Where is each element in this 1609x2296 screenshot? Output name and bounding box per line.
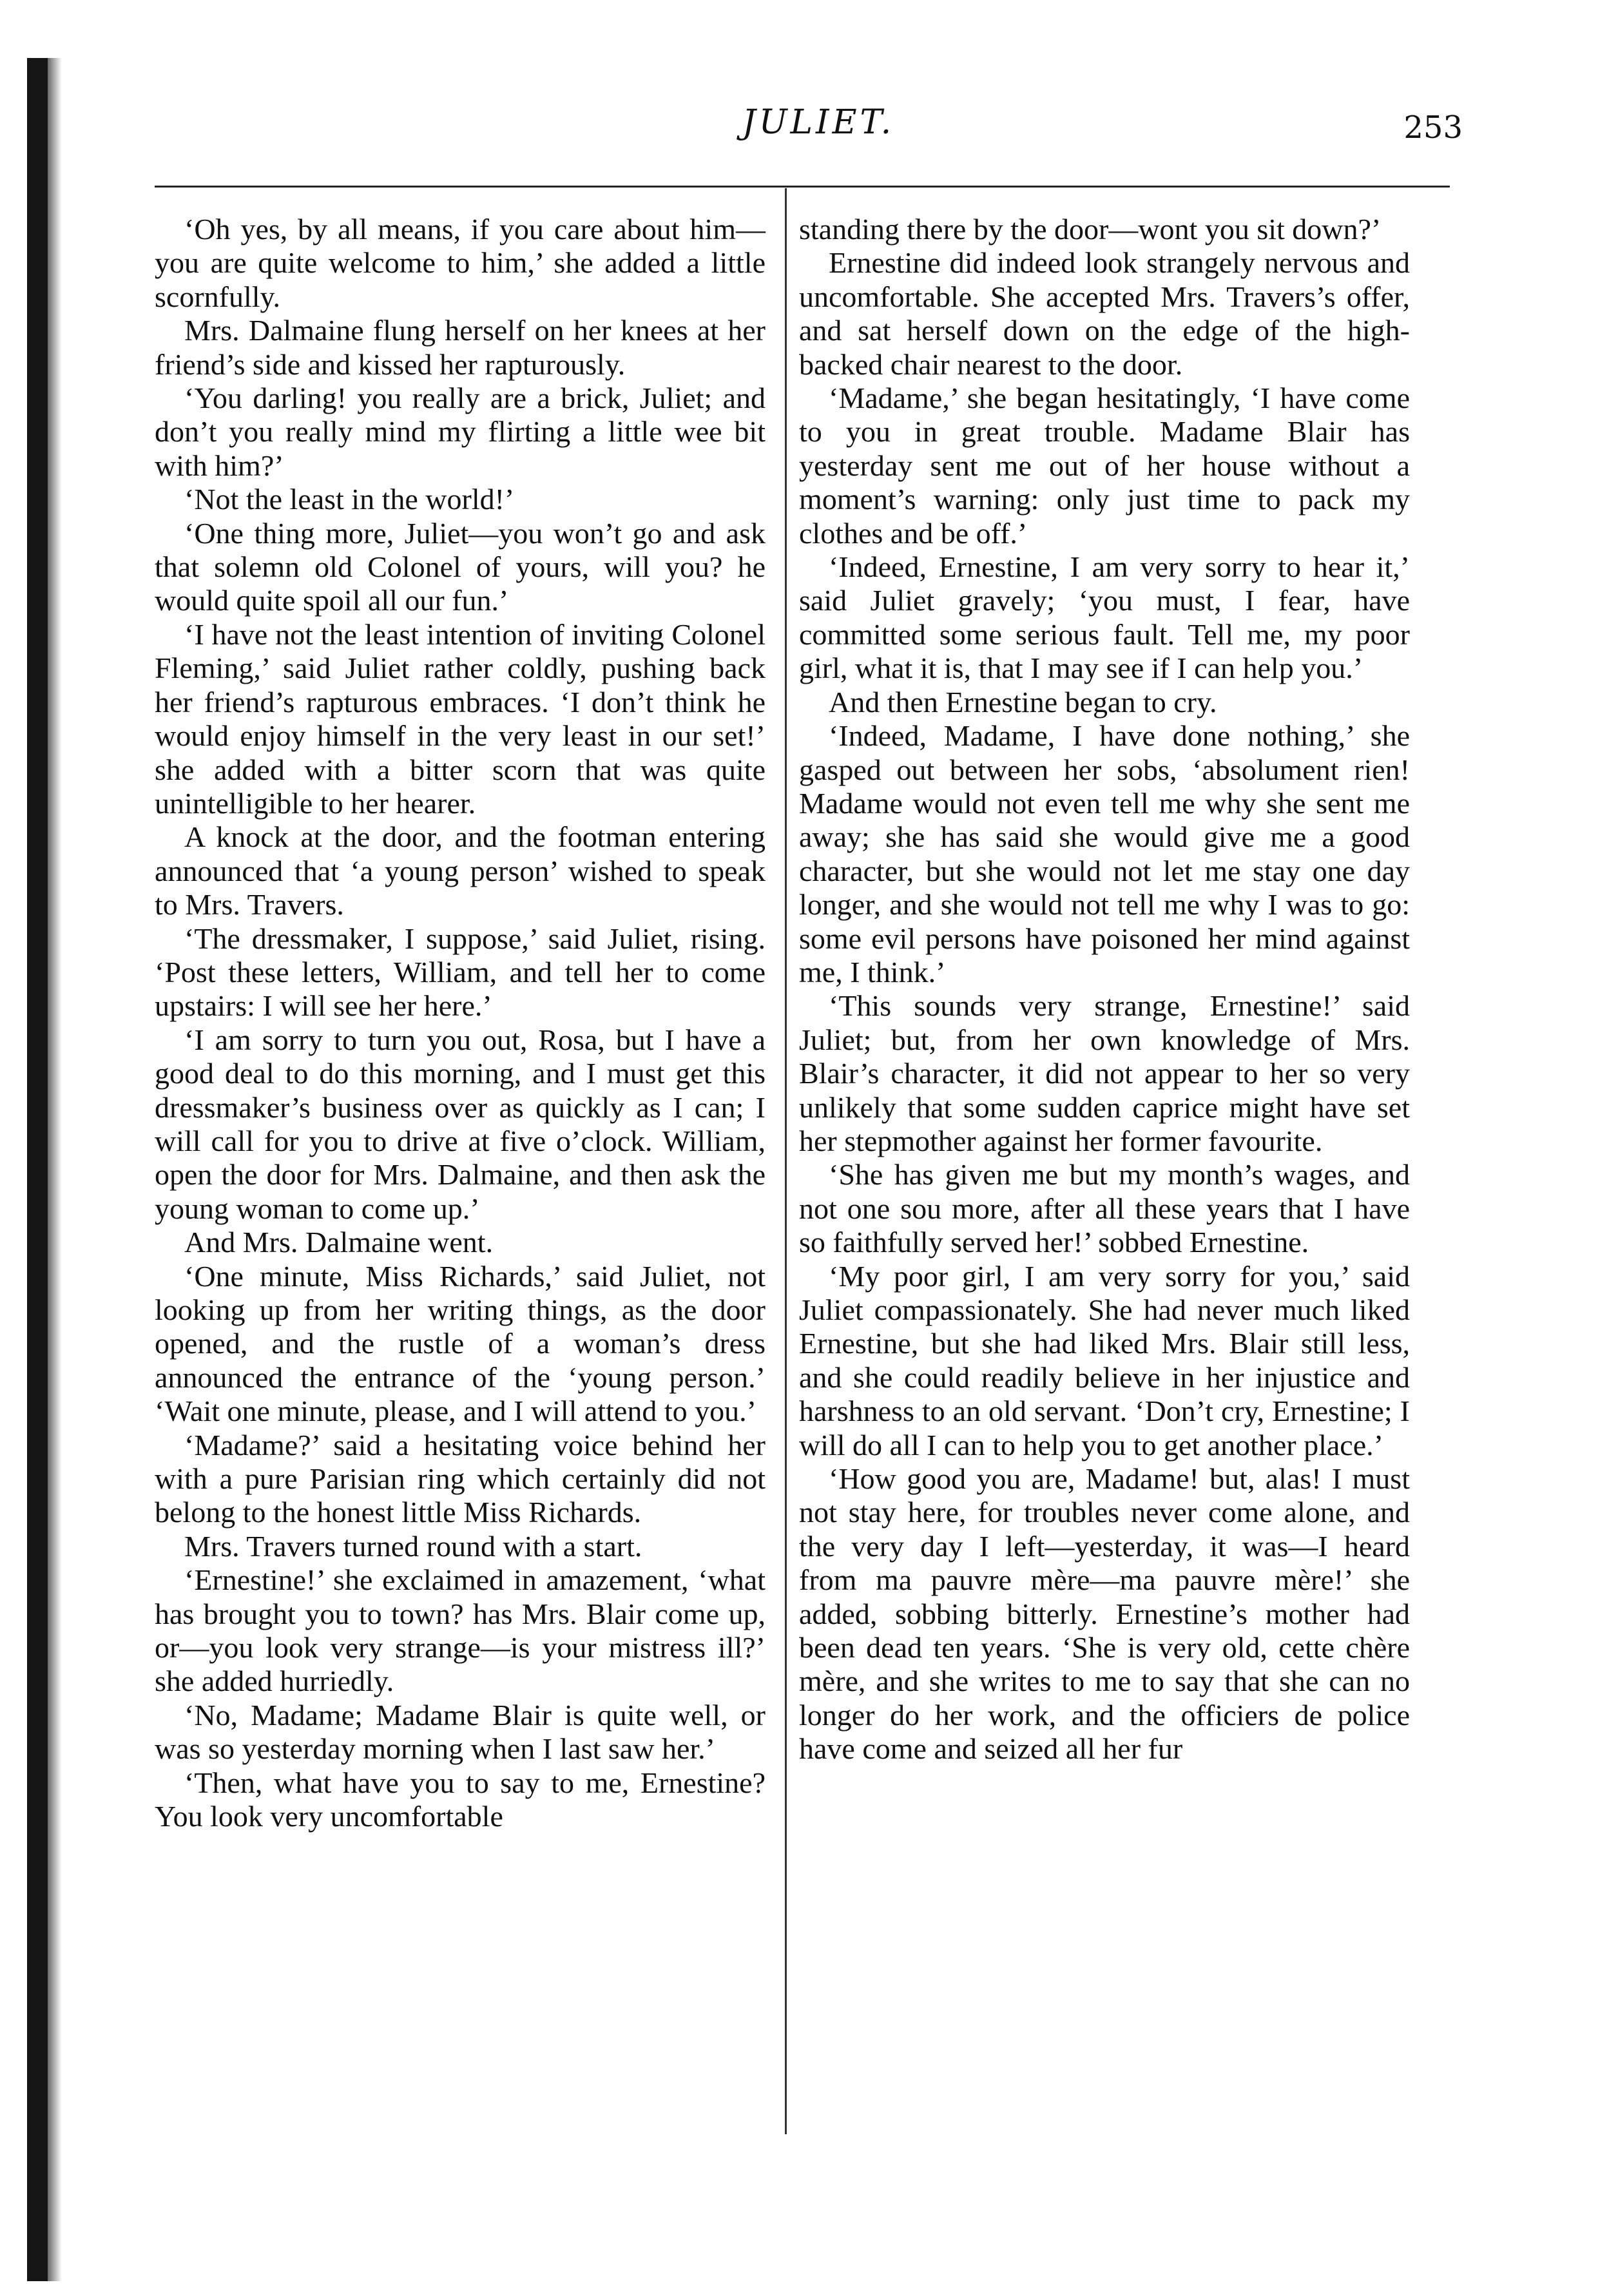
paragraph: ‘Ernestine!’ she exclaimed in amazement, ‘what has brought you to town? has Mrs. Blair come up, or—you look very strange—is your mistress ill?’ she added hurriedly. xyxy=(155,1563,766,1698)
header-rule xyxy=(155,186,1450,188)
paragraph: ‘I have not the least intention of inviting Colonel Fleming,’ said Juliet rather coldly, pushing back her friend’s rapturous embraces. ‘I don’t think he would enjoy himself in the very least in our set!’ she added with a bitter scorn that was quite unintelligible to her hearer. xyxy=(155,617,766,820)
paragraph: ‘Indeed, Ernestine, I am very sorry to hear it,’ said Juliet gravely; ‘you must, I fear, have committed some serious fault. Tell me, my poor girl, what it is, that I may see if I can help you.’ xyxy=(799,550,1410,685)
page-number: 253 xyxy=(1403,110,1463,146)
paragraph: ‘Oh yes, by all means, if you care about him—you are quite welcome to him,’ she added a little scornfully. xyxy=(155,213,766,313)
paragraph: Ernestine did indeed look strangely nervous and uncomfortable. She accepted Mrs. Travers’s offer, and sat herself down on the edge of the high-backed chair nearest to the door. xyxy=(799,246,1410,381)
paragraph: ‘Then, what have you to say to me, Ernestine? You look very uncomfortable xyxy=(155,1766,766,1833)
book-spine-shadow xyxy=(27,58,48,2281)
paragraph: And Mrs. Dalmaine went. xyxy=(184,1226,494,1259)
paragraph: Mrs. Travers turned round with a start. xyxy=(184,1529,642,1563)
paragraph: ‘You darling! you really are a brick, Juliet; and don’t you really mind my flirting a little wee bit with him?’ xyxy=(155,381,766,482)
paragraph: ‘How good you are, Madame! but, alas! I must not stay here, for troubles never come alone, and the very day I left—yesterday, it was—I heard from ma pauvre mère—ma pauvre mère!’ she added, sobbing bitterly. Ernestine’s mother had been dead ten years. ‘She is very old, cette chère mère, and she writes to me to say that she can no longer do her work, and the officiers de police have come and seized all her fur xyxy=(799,1462,1410,1766)
continued-paragraph: standing there by the door—wont you sit down?’ xyxy=(799,213,1382,246)
paragraph: ‘One thing more, Juliet—you won’t go and ask that solemn old Colonel of yours, will you? he would quite spoil all our fun.’ xyxy=(155,516,766,617)
paragraph: ‘She has given me but my month’s wages, and not one sou more, after all these years that I have so faithfully served her!’ sobbed Ernestine. xyxy=(799,1158,1410,1259)
paragraph: ‘The dressmaker, I suppose,’ said Juliet, rising. ‘Post these letters, William, and tell her to come upstairs: I will see her here.’ xyxy=(155,921,766,1023)
right-column xyxy=(799,213,1410,1766)
paragraph: ‘I am sorry to turn you out, Rosa, but I have a good deal to do this morning, and I must get this dressmaker’s business over as quickly as I can; I will call for you to drive at five o’clock. William, open the door for Mrs. Dalmaine, and then ask the young woman to come up.’ xyxy=(155,1023,766,1225)
paragraph: ‘Madame,’ she began hesitatingly, ‘I have come to you in great trouble. Madame Blair has yesterday sent me out of her house without a moment’s warning: only just time to pack my clothes and be off.’ xyxy=(799,381,1410,550)
paragraph: ‘Madame?’ said a hesitating voice behind her with a pure Parisian ring which certainly did not belong to the honest little Miss Richards. xyxy=(155,1428,766,1529)
paragraph: ‘Not the least in the world!’ xyxy=(184,483,515,516)
book-spine-fade xyxy=(48,58,62,2281)
paragraph: Mrs. Dalmaine flung herself on her knees at her friend’s side and kissed her rapturously. xyxy=(155,314,766,381)
paragraph: ‘This sounds very strange, Ernestine!’ said Juliet; but, from her own knowledge of Mrs. Blair’s character, it did not appear to her so very unlikely that some sudden caprice might have set her stepmother against her former favourite. xyxy=(799,989,1410,1157)
paragraph: ‘One minute, Miss Richards,’ said Juliet, not looking up from her writing things, as the door opened, and the rustle of a woman’s dress announced the entrance of the ‘young person.’ ‘Wait one minute, please, and I will attend to you.’ xyxy=(155,1259,766,1428)
left-column xyxy=(155,213,766,1834)
paragraph: ‘Indeed, Madame, I have done nothing,’ she gasped out between her sobs, ‘absolument rien! Madame would not even tell me why she sent me away; she has said she would give me a good character, but she would not let me stay one day longer, and she would not tell me why I was to go: some evil persons have poisoned her mind against me, I think.’ xyxy=(799,719,1410,989)
column-divider xyxy=(785,188,787,2134)
paragraph: ‘My poor girl, I am very sorry for you,’ said Juliet compassionately. She had never much liked Ernestine, but she had liked Mrs. Blair still less, and she could readily believe in her injustice and harshness to an old servant. ‘Don’t cry, Ernestine; I will do all I can to help you to get another place.’ xyxy=(799,1259,1410,1462)
paragraph: A knock at the door, and the footman entering announced that ‘a young person’ wished to speak to Mrs. Travers. xyxy=(155,820,766,921)
paragraph: And then Ernestine began to cry. xyxy=(829,685,1217,719)
paragraph: ‘No, Madame; Madame Blair is quite well, or was so yesterday morning when I last saw her.’ xyxy=(155,1698,766,1766)
running-title: JULIET. xyxy=(742,103,895,142)
